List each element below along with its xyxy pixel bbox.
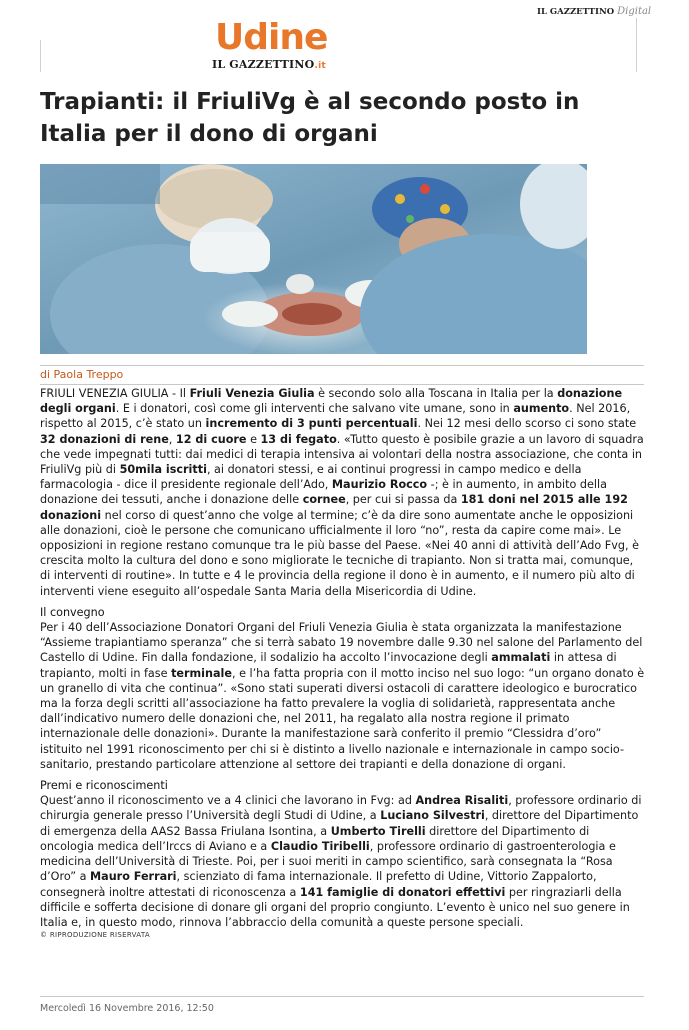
gazzettino-digital-logo[interactable]: [537, 6, 651, 17]
emphasis-text: Maurizio Rocco: [331, 478, 428, 492]
emphasis-text: terminale: [171, 666, 232, 680]
article-photo: [40, 164, 587, 354]
emphasis-text: Claudio Tiribelli: [270, 839, 370, 853]
emphasis-text: Mauro Ferrari: [90, 870, 177, 884]
digital-brand-name: IL GAZZETTINO: [537, 7, 615, 17]
gazzettino-logo[interactable]: [212, 58, 326, 71]
emphasis-text: 13 di fegato: [260, 432, 337, 446]
emphasis-text: incremento di 3 punti percentuali: [205, 417, 418, 431]
gazzettino-logo-text: IL GAZZETTINO: [212, 58, 315, 71]
emphasis-text: aumento: [513, 402, 570, 416]
udine-logo[interactable]: Udine: [215, 17, 328, 58]
footer-divider: [40, 996, 644, 997]
emphasis-text: Umberto Tirelli: [330, 824, 426, 838]
paragraph-intro: FRIULI VENEZIA GIULIA - Il Friuli Venezia Giulia è secondo solo alla Toscana in Italia per la donazione degli organi. E i donatori, così come gli interventi che salvano vite umane, sono in aumento. Nel 2016, rispetto al 2015, c’è stato un incremento di 3 punti percentuali. Nei 12 mesi dello scorso ci sono state 32 donazioni di rene, 12 di cuore e 13 di fegato. «Tutto questo è posibile grazie a un lavoro di squadra che vede impegnati tutti: dai medici di terapia intensiva ai volontari della nostra associazione, che conta in FriuliVg più di 50mila iscritti, ai donatori stessi, e ai continui progressi in campo medico e della farmacologia - dice il presidente regionale dell’Ado, Maurizio Rocco -; è in aumento, in ambito della donazione dei tessuti, anche i donazione delle cornee, per cui si passa da 181 doni nel 2015 alle 192 donazioni nel corso di quest’anno che volge al termine; c’è da dire sono aumentate anche le opposizioni alle donazioni, cioè le persone che comunicano ufficialmente il loro “no”, resta da capire come mai». Le opposizioni in regione restano comunque tra le più basse del Paese. «Nei 40 anni di attività dell’Ado Fvg, è crescita molto la cultura del dono e sono migliorate le tecniche di trapianto. Non si tratta mai, comunque, di interventi di routine». In tutte e 4 le provincia della regione il dono è in aumento, e il numero più alto di interventi viene eseguito all’ospedale Santa Maria della Misericordia di Udine.: [40, 387, 644, 598]
emphasis-text: cornee: [302, 493, 346, 507]
byline[interactable]: di Paola Treppo: [40, 368, 124, 381]
paragraph-premi: Quest’anno il riconoscimento ve a 4 clinici che lavorano in Fvg: ad Andrea Risaliti, professore ordinario di chirurgia generale presso l’Università degli Studi di Udine, a Luciano Silvestri, direttore del Dipartimento di emergenza della AAS2 Bassa Friulana Isontina, a Umberto Tirelli direttore del Dipartimento di oncologia medica dell’Irccs di Aviano e a Claudio Tiribelli, professore ordinario di gastroenterologia e medicina dell’Università di Trieste. Poi, per i suoi meriti in campo scientifico, sarà consegnata la “Rosa d’Oro” a Mauro Ferrari, scienziato di fama internazionale. Il prefetto di Udine, Vittorio Zappalorto, consegnerà inoltre attestati di riconoscenza a 141 famiglie di donatori effettivi per ringraziarli della difficile e sofferta decisione di donare gli organi del proprio congiunto. L’evento è unico nel suo genere in Italia e, in questo modo, rinnova l’abbraccio della comunità a queste persone speciali.: [40, 794, 642, 929]
byline-divider-bottom: [40, 384, 644, 385]
section-heading-premi: Premi e riconoscimenti: [40, 779, 168, 793]
section-heading-convegno: Il convegno: [40, 605, 105, 619]
article-body: [40, 386, 645, 940]
copyright-notice: © RIPRODUZIONE RISERVATA: [40, 931, 150, 940]
emphasis-text: ammalati: [491, 651, 551, 665]
emphasis-text: 32 donazioni di rene: [40, 432, 169, 446]
emphasis-text: Friuli Venezia Giulia: [189, 387, 315, 400]
emphasis-text: donazione degli organi: [40, 387, 623, 416]
byline-divider-top: [40, 365, 644, 366]
masthead-divider-right: [636, 18, 637, 72]
masthead: [0, 0, 689, 72]
emphasis-text: 141 famiglie di donatori effettivi: [299, 885, 506, 899]
emphasis-text: 50mila iscritti: [119, 463, 207, 477]
emphasis-text: 12 di cuore: [175, 432, 247, 446]
digital-brand-suffix: Digital: [617, 6, 652, 17]
publication-date: Mercoledì 16 Novembre 2016, 12:50: [40, 1003, 214, 1014]
emphasis-text: 181 doni nel 2015 alle 192 donazioni: [40, 493, 628, 522]
paragraph-convegno: Per i 40 dell’Associazione Donatori Organi del Friuli Venezia Giulia è stata organizzata la manifestazione “Assieme trapiantiamo speranza” che si terrà sabato 19 novembre dalle 9.30 nel salone del Parlamento del Castello di Udine. Fin dalla fondazione, il sodalizio ha accolto l’invocazione degli ammalati in attesa di trapianto, molti in fase terminale, e l’ha fatta propria con il motto inciso nel suo logo: “un organo donato è un granello di vita che continua”. «Sono stati superati diversi ostacoli di carattere ideologico e burocratico ma la forza degli scritti all’associazione ha fatto prevalere la voglia di solidarietà, rappresentata anche dall’indicativo numero delle donazioni che, nel 2011, ha regalato alla nostra regione il primato internazionale delle donazioni». Durante la manifestazione sarà conferito il premio “Clessidra d’oro” istituito nel 1991 riconoscimento per chi si è distinto a livello nazionale e internazionale in campo socio-sanitario, prestando particolare attenzione al settore dei trapianti e della donazione di organi.: [40, 621, 645, 771]
masthead-divider-left: [40, 40, 41, 72]
emphasis-text: Andrea Risaliti: [415, 794, 509, 808]
article-title: Trapianti: il FriuliVg è al secondo posto in Italia per il dono di organi: [40, 89, 580, 147]
emphasis-text: Luciano Silvestri: [380, 809, 485, 823]
gazzettino-logo-tld: .it: [314, 61, 326, 71]
